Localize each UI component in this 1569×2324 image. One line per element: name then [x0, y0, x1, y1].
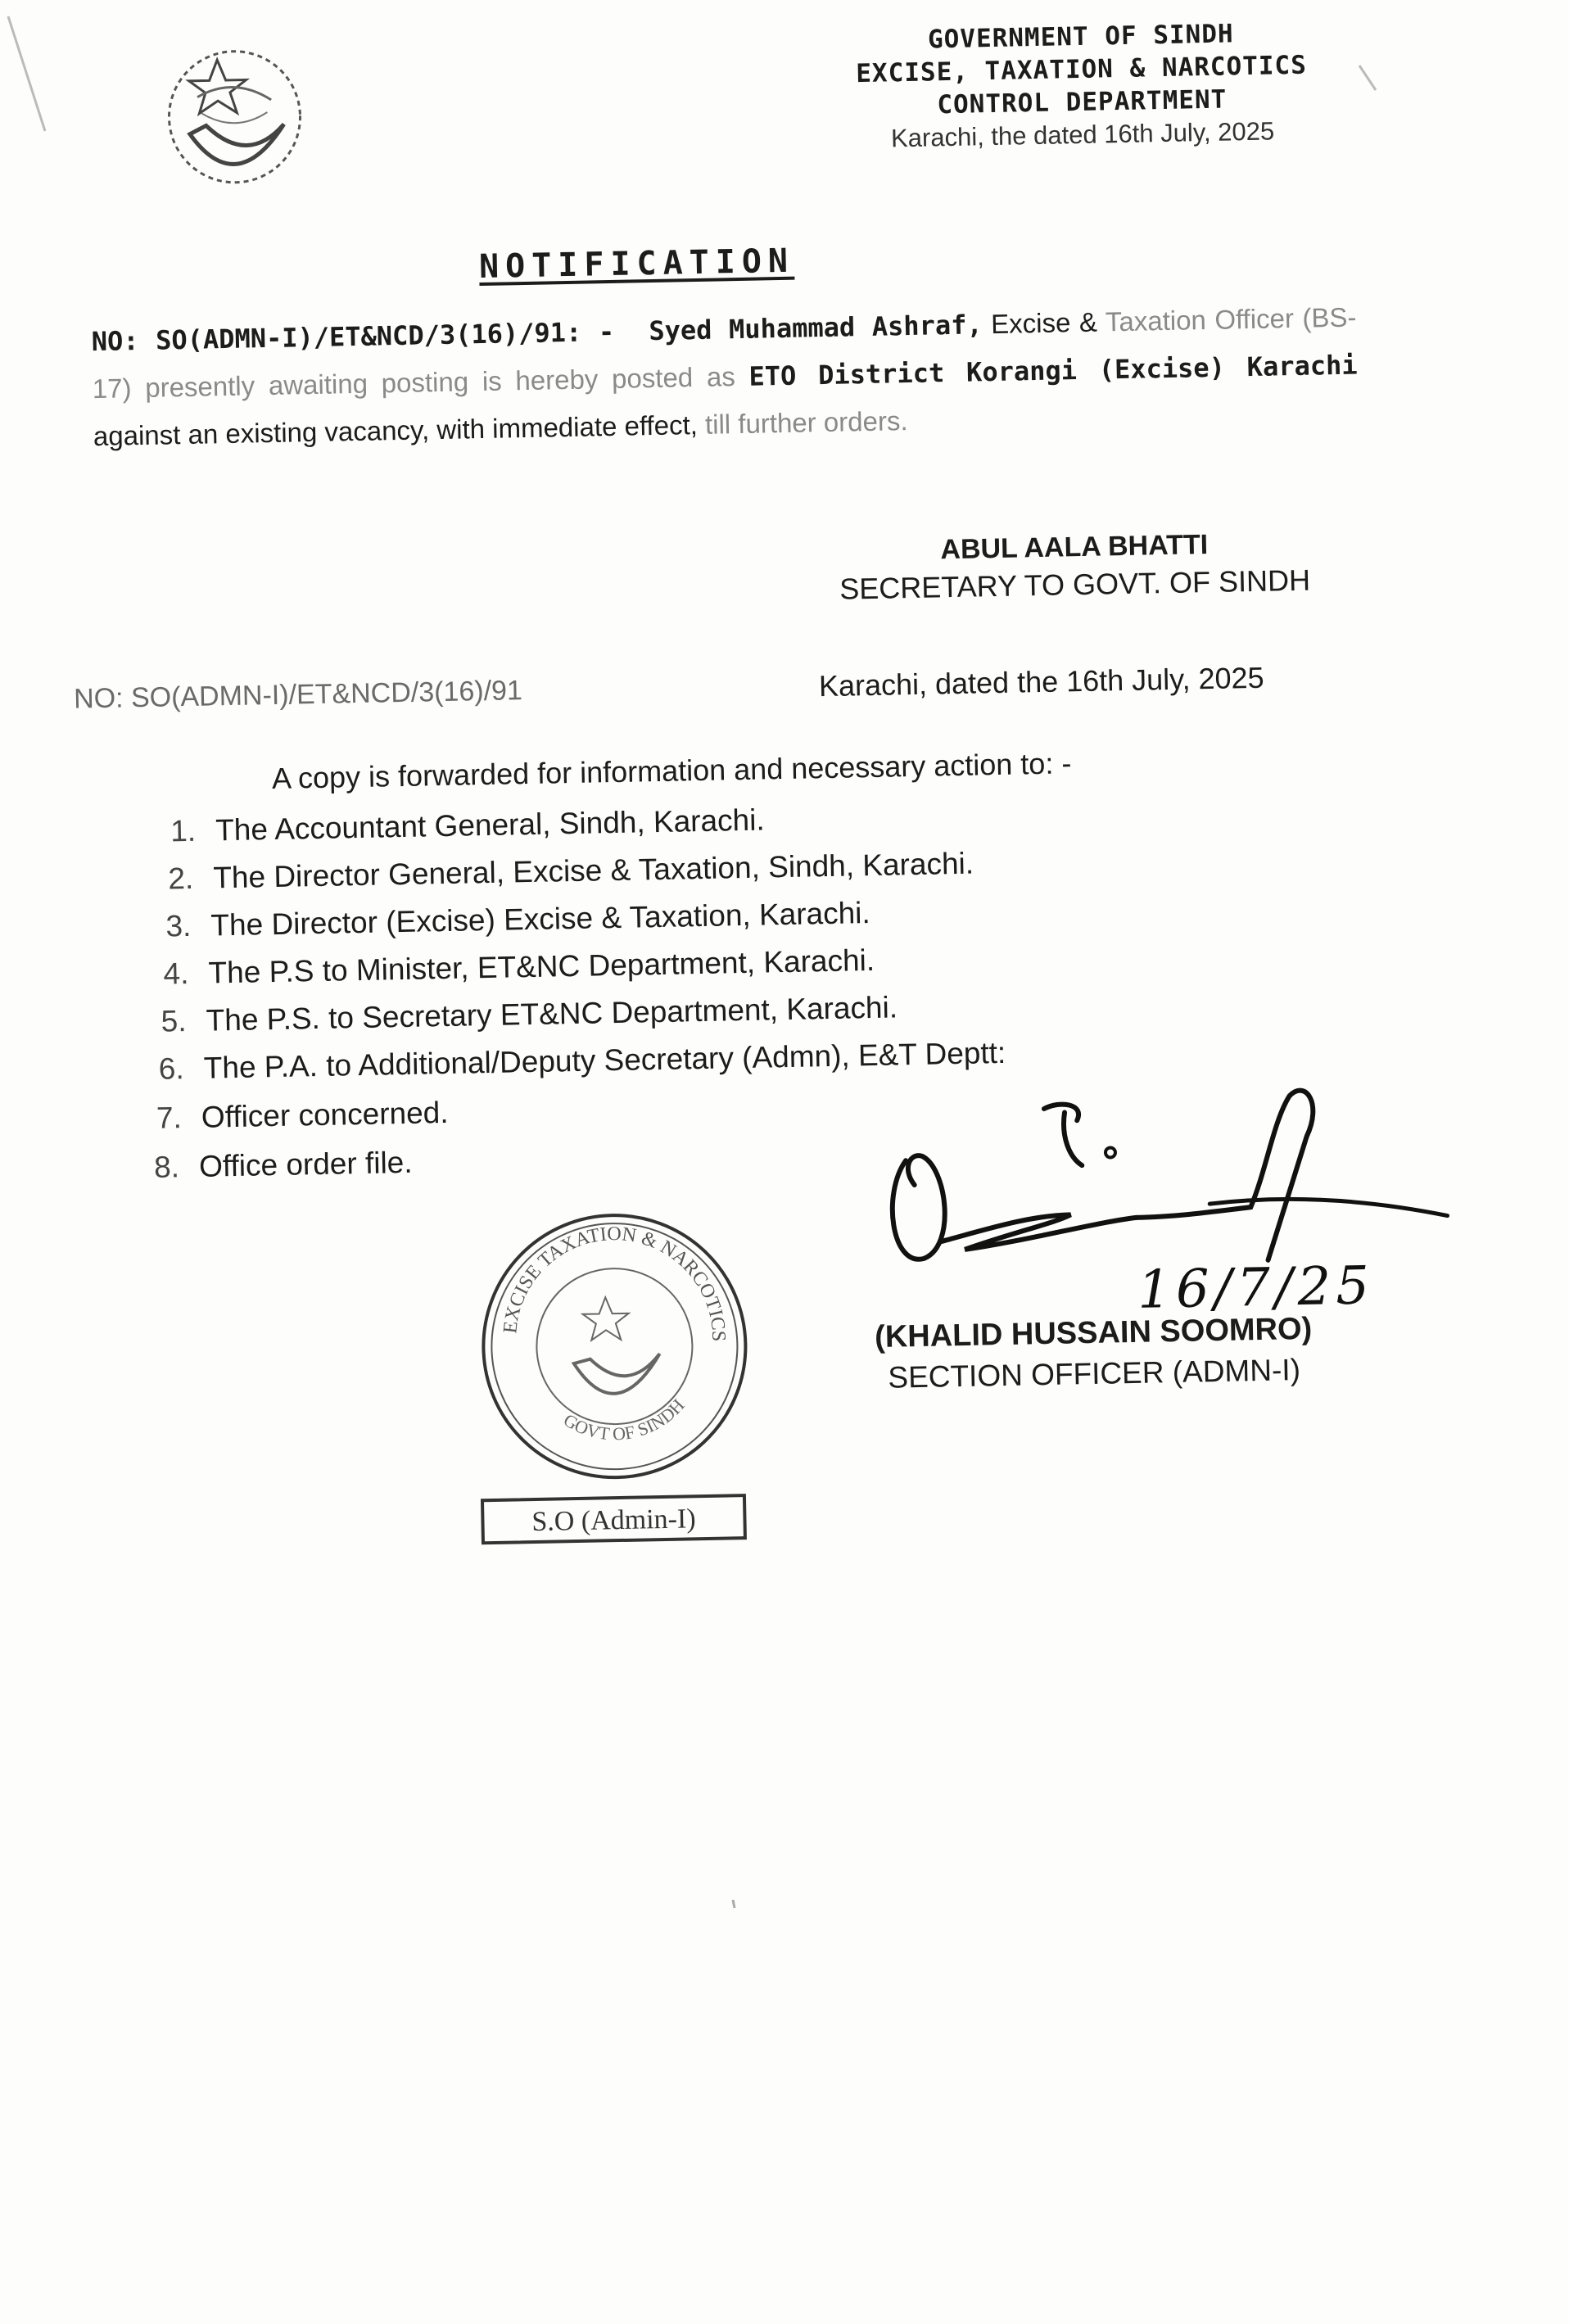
list-item: 5. The P.S. to Secretary ET&NC Department, Karachi. [161, 990, 898, 1038]
notification-title: NOTIFICATION [478, 242, 795, 287]
recipient-6: The P.A. to Additional/Deputy Secretary (Admn), E&T Deptt: [203, 1035, 1006, 1085]
copy-intro: A copy is forwarded for information and necessary action to: - [271, 746, 1072, 796]
list-item: 8. Office order file. [153, 1145, 413, 1184]
stamp-label: S.O (Admin-I) [531, 1503, 696, 1538]
recipient-3: The Director (Excise) Excise & Taxation, Karachi. [210, 896, 871, 943]
copy-date: Karachi, dated the 16th July, 2025 [818, 660, 1264, 703]
officer-name: Syed Muhammad Ashraf, [649, 309, 983, 347]
list-item: 2. The Director General, Excise & Taxation, Sindh, Karachi. [167, 846, 974, 896]
recipient-2: The Director General, Excise & Taxation, Sindh, Karachi. [212, 846, 974, 895]
letterhead [794, 15, 1369, 156]
signatory-section-officer [831, 1308, 1357, 1399]
list-item: 3. The Director (Excise) Excise & Taxation, Karachi. [165, 896, 871, 943]
recipient-7: Officer concerned. [201, 1095, 449, 1134]
letterhead-line-3: CONTROL DEPARTMENT [937, 84, 1228, 120]
section-officer-title: SECTION OFFICER (ADMN-I) [888, 1353, 1301, 1395]
recipient-1: The Accountant General, Sindh, Karachi. [215, 803, 766, 848]
sindh-emblem-logo [139, 34, 331, 201]
copy-reference: NO: SO(ADMN-I)/ET&NCD/3(16)/91 [73, 675, 523, 715]
body-text-3: against an existing vacancy, with immediate effect, [93, 409, 699, 452]
secretary-name: ABUL AALA BHATTI [940, 529, 1209, 566]
notification-reference: NO: SO(ADMN-I)/ET&NCD/3(16)/91: - [91, 315, 615, 358]
body-text-1: Excise & [982, 306, 1098, 340]
list-item: 7. Officer concerned. [156, 1095, 449, 1135]
body-text-4: till further orders. [704, 405, 908, 440]
official-stamp [464, 1188, 766, 1554]
notification-body [91, 294, 1359, 460]
handwritten-signature [863, 1068, 1458, 1325]
secretary-title: SECRETARY TO GOVT. OF SINDH [839, 563, 1311, 606]
recipient-5: The P.S. to Secretary ET&NC Department, Karachi. [206, 990, 898, 1038]
letterhead-date: Karachi, the dated 16th July, 2025 [890, 116, 1275, 153]
signatory-secretary [795, 523, 1354, 609]
letterhead-line-2: EXCISE, TAXATION & NARCOTICS [855, 50, 1308, 89]
stamp-bottom-text: GOVT OF SINDH [559, 1395, 689, 1445]
posting-location: ETO District Korangi (Excise) Karachi [748, 349, 1358, 392]
list-item: 1. The Accountant General, Sindh, Karachi. [170, 803, 766, 848]
recipient-4: The P.S to Minister, ET&NC Department, Karachi. [208, 943, 875, 990]
section-officer-name: (KHALID HUSSAIN SOOMRO) [874, 1311, 1313, 1355]
list-item: 4. The P.S to Minister, ET&NC Department, Karachi. [163, 943, 875, 991]
recipient-8: Office order file. [198, 1145, 413, 1183]
stamp-ring-text: EXCISE TAXATION & NARCOTICS [500, 1223, 730, 1342]
handwritten-date: 16/7/25 [1137, 1255, 1375, 1321]
list-item: 6. The P.A. to Additional/Deputy Secretary (Admn), E&T Deptt: [158, 1035, 1006, 1086]
letterhead-line-1: GOVERNMENT OF SINDH [927, 19, 1234, 55]
body-text-2: Taxation Officer (BS-17) presently awaiting posting is hereby posted as [92, 301, 1357, 405]
